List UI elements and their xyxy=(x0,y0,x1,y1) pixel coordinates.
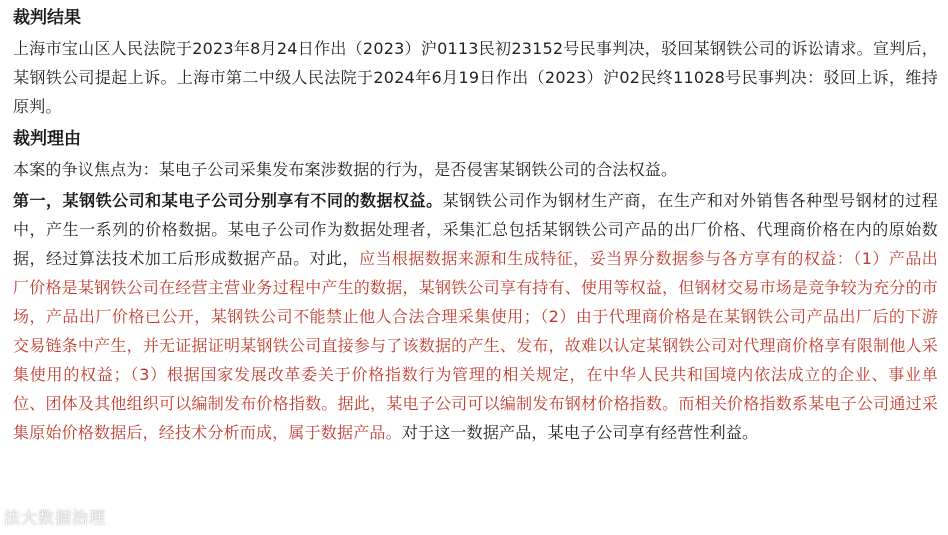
point-one-highlighted-text: 应当根据数据来源和生成特征，妥当界分数据参与各方享有的权益：（1）产品出厂价格是某钢铁公司在经营主营业务过程中产生的数据，某钢铁公司享有持有、使用等权益，但钢材交易市场是竞争较为充分的市场，产品出厂价格已公开，某钢铁公司不能禁止他人合法合理采集使用；（2）由于代理商价格是在某钢铁公司产品出厂后的下游交易链条中产生，并无证据证明某钢铁公司直接参与了该数据的产生、发布，故难以认定某钢铁公司对代理商价格享有限制他人采集使用的权益；（3）根据国家发展改革委关于价格指数行为管理的相关规定，在中华人民共和国境内依法成立的企业、事业单位、团体及其他组织可以编制发布价格指数。据此，某电子公司可以编制发布钢材价格指数。而相关价格指数系某电子公司通过采集原始价格数据后，经技术分析而成，属于数据产品。 xyxy=(13,249,938,442)
heading-judgment-result: 裁判结果 xyxy=(13,8,81,28)
point-one-tail-text: 对于这一数据产品，某电子公司享有经营性利益。 xyxy=(401,423,759,442)
heading-judgment-reason: 裁判理由 xyxy=(13,129,81,149)
point-one-lead: 第一，某钢铁公司和某电子公司分别享有不同的数据权益。 xyxy=(13,191,443,210)
point-one-plain-text: 某钢铁公司作为钢材生产商，在生产和对外销售各种型号钢材的过程中，产生一系列的价格数据。某电子公司作为数据处理者，采集汇总包括某钢铁公司产品的出厂价格、代理商价格在内的原始数据，经过算法技术加工后形成数据产品。对此， xyxy=(13,191,938,268)
document-body xyxy=(13,0,938,449)
point-one-paragraph xyxy=(13,186,938,447)
judgment-result-text: 上海市宝山区人民法院于2023年8月24日作出（2023）沪0113民初23152号民事判决，驳回某钢铁公司的诉讼请求。宣判后，某钢铁公司提起上诉。上海市第二中级人民法院于2024年6月19日作出（2023）沪02民终11028号民事判决：驳回上诉，维持原判。 xyxy=(13,39,938,116)
dispute-focus-text: 本案的争议焦点为：某电子公司采集发布案涉数据的行为，是否侵害某钢铁公司的合法权益。 xyxy=(13,160,678,179)
watermark-text: 法大数据治理 xyxy=(4,508,107,527)
